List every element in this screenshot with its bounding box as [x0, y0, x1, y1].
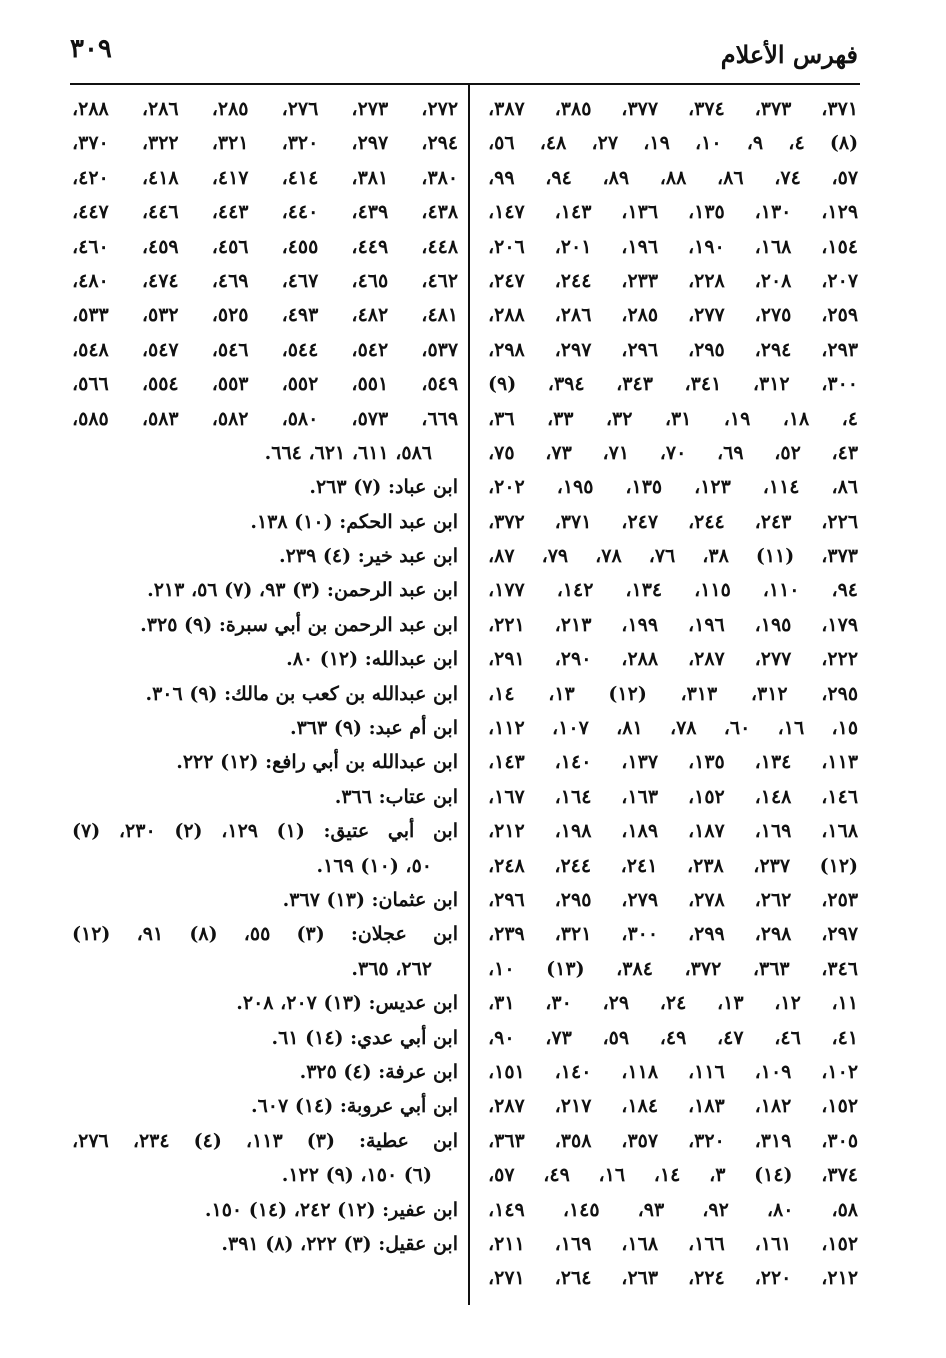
index-line: ابن عجلان: (٣) ٥٥، (٨) ٩١، (١٢) — [72, 923, 458, 946]
index-line: ٢٩٥، ٣١٢، ٣١٣، (١٢) ١٣، ١٤، — [488, 682, 858, 705]
index-line: ٢٩٧، ٢٩٨، ٢٩٩، ٣٠٠، ٣٢١، ٢٣٩، — [488, 923, 858, 946]
index-line: ١٢٩، ١٣٠، ١٣٥، ١٣٦، ١٤٣، ١٤٧، — [488, 201, 858, 224]
index-line: ٥٣٧، ٥٤٢، ٥٤٤، ٥٤٦، ٥٤٧، ٥٤٨، — [72, 338, 458, 361]
index-line: ١٤٦، ١٤٨، ١٥٢، ١٦٣، ١٦٤، ١٦٧، — [488, 785, 858, 808]
index-line: ٣٧٣، (١١) ٣٨، ٧٦، ٧٨، ٧٩، ٨٧، — [488, 545, 858, 568]
header-title: فهرس الأعلام — [720, 40, 858, 69]
index-line: ١٠٢، ١٠٩، ١١٦، ١١٨، ١٤٠، ١٥١، — [488, 1060, 858, 1083]
index-entry: ابن أم عبد: (٩) ٣٦٣. — [289, 717, 458, 740]
index-entry: ابن أبي عروبة: (١٤) ٦٠٧. — [250, 1095, 458, 1118]
index-line: ٢١٢، ٢٢٠، ٢٢٤، ٢٦٣، ٢٦٤، ٢٧١، — [488, 1267, 858, 1290]
index-line: ٨٦، ١١٤، ١٢٣، ١٣٥، ١٩٥، ٢٠٢، — [488, 476, 858, 499]
index-line: ٢٥٩، ٢٧٥، ٢٧٧، ٢٨٥، ٢٨٦، ٢٨٨، — [488, 304, 858, 327]
index-line: (٦) ١٥٠، (٩) ١٢٢. — [281, 1164, 432, 1187]
right-column — [488, 92, 858, 1296]
index-line: ٤٨١، ٤٨٢، ٤٩٣، ٥٢٥، ٥٣٢، ٥٣٣، — [72, 304, 458, 327]
index-line: ١٧٩، ١٩٥، ١٩٦، ١٩٩، ٢١٣، ٢٢١، — [488, 613, 858, 636]
index-line: ٢٩٣، ٢٩٤، ٢٩٥، ٢٩٦، ٢٩٧، ٢٩٨، — [488, 338, 858, 361]
index-line: ١٥، ١٦، ٦٠، ٧٨، ٨١، ١٠٧، ١١٢، — [488, 717, 858, 740]
index-line: ٥٠، (١٠) ١٦٩. — [316, 854, 432, 877]
index-entry: ابن عبد خير: (٤) ٢٣٩. — [279, 545, 458, 568]
index-entry: ابن عديس: (١٣) ٢٠٧، ٢٠٨. — [236, 992, 458, 1015]
index-line: ١٦٨، ١٦٩، ١٨٧، ١٨٩، ١٩٨، ٢١٢، — [488, 820, 858, 843]
index-entry: ابن عبدالله بن أبي رافع: (١٢) ٢٢٢. — [176, 751, 458, 774]
index-line: ٥٨، ٨٠، ٩٢، ٩٣، ١٤٥، ١٤٩، — [488, 1198, 858, 1221]
index-line: ٤٣، ٥٢، ٦٩، ٧٠، ٧١، ٧٣، ٧٥، — [488, 441, 858, 464]
header-rule — [70, 83, 860, 85]
index-line: ٣٨٠، ٣٨١، ٤١٤، ٤١٧، ٤١٨، ٤٢٠، — [72, 166, 458, 189]
index-line: ١١، ١٢، ١٣، ٢٤، ٢٩، ٣٠، ٣١، — [488, 992, 858, 1015]
index-line: ٦٦٩، ٥٧٣، ٥٨٠، ٥٨٢، ٥٨٣، ٥٨٥، — [72, 407, 458, 430]
index-line: ٥٧، ٧٤، ٨٦، ٨٨، ٨٩، ٩٤، ٩٩، — [488, 166, 858, 189]
index-line: ٤٤٨، ٤٤٩، ٤٥٥، ٤٥٦، ٤٥٩، ٤٦٠، — [72, 235, 458, 258]
index-line: ٥٤٩، ٥٥١، ٥٥٢، ٥٥٣، ٥٥٤، ٥٦٦، — [72, 373, 458, 396]
index-line: ٢٠٧، ٢٠٨، ٢٢٨، ٢٣٣، ٢٤٤، ٢٤٧، — [488, 269, 858, 292]
index-line: ٥٨٦، ٦١١، ٦٢١، ٦٦٤. — [264, 441, 432, 464]
index-entry: ابن عتاب: ٣٦٦. — [334, 785, 458, 808]
index-entry: ابن عفير: (١٢) ٢٤٢، (١٤) ١٥٠. — [204, 1198, 458, 1221]
left-column — [72, 92, 458, 1261]
index-entry: ابن عبد الرحمن: (٣) ٩٣، (٧) ٥٦، ٢١٣. — [147, 579, 458, 602]
index-line: (٨) ٤، ٩، ١٠، ١٩، ٢٧، ٤٨، ٥٦، — [488, 132, 858, 155]
index-line: ١٥٤، ١٦٨، ١٩٠، ١٩٦، ٢٠١، ٢٠٦، — [488, 235, 858, 258]
index-line: ٣٠٥، ٣١٩، ٣٢٠، ٣٥٧، ٣٥٨، ٣٦٣، — [488, 1129, 858, 1152]
index-line: ٢٩٤، ٢٩٧، ٣٢٠، ٣٢١، ٣٢٢، ٣٧٠، — [72, 132, 458, 155]
index-line: ١١٣، ١٣٤، ١٣٥، ١٣٧، ١٤٠، ١٤٣، — [488, 751, 858, 774]
index-line: ٣٧٤، (١٤) ٣، ١٤، ١٦، ٤٩، ٥٧، — [488, 1164, 858, 1187]
page-header — [70, 28, 858, 78]
index-line: ٢٢٢، ٢٧٧، ٢٨٧، ٢٨٨، ٢٩٠، ٢٩١، — [488, 648, 858, 671]
index-entry: ابن عبد الحكم: (١٠) ١٣٨. — [250, 510, 458, 533]
index-entry: ابن عبدالله بن كعب بن مالك: (٩) ٣٠٦. — [145, 682, 458, 705]
index-line: ٤٣٨، ٤٣٩، ٤٤٠، ٤٤٣، ٤٤٦، ٤٤٧، — [72, 201, 458, 224]
page-number: ٣٠٩ — [70, 34, 112, 64]
index-line: ٢٢٦، ٢٤٣، ٢٤٤، ٢٤٧، ٣٧١، ٣٧٢، — [488, 510, 858, 533]
index-entry: ابن عثمان: (١٣) ٣٦٧. — [282, 888, 458, 911]
index-line: ١٥٢، ١٦١، ١٦٦، ١٦٨، ١٦٩، ٢١١، — [488, 1232, 858, 1255]
index-line: ابن أبي عتيق: (١) ١٢٩، (٢) ٢٣٠، (٧) — [72, 820, 458, 843]
index-line: (١٢) ٢٣٧، ٢٣٨، ٢٤١، ٢٤٤، ٢٤٨، — [488, 854, 858, 877]
index-line: ٣٧١، ٣٧٣، ٣٧٤، ٣٧٧، ٣٨٥، ٣٨٧، — [488, 98, 858, 120]
column-divider — [468, 85, 470, 1305]
index-line: ١٥٢، ١٨٢، ١٨٣، ١٨٤، ٢١٧، ٢٨٧، — [488, 1095, 858, 1118]
index-entry: ابن أبي عدي: (١٤) ٦١. — [271, 1026, 458, 1049]
index-line: ٣٠٠، ٣١٢، ٣٤١، ٣٤٣، ٣٩٤، (٩) — [488, 373, 858, 396]
index-line: ٢٥٣، ٢٦٢، ٢٧٨، ٢٧٩، ٢٩٥، ٢٩٦، — [488, 888, 858, 911]
index-line: ٤١، ٤٦، ٤٧، ٤٩، ٥٩، ٧٣، ٩٠، — [488, 1026, 858, 1049]
index-entry: ابن عباد: (٧) ٢٦٣. — [309, 476, 458, 499]
index-line: ابن عطية: (٣) ١١٣، (٤) ٢٣٤، ٢٧٦، — [72, 1129, 458, 1152]
index-line: ٣٤٦، ٣٦٣، ٣٧٢، ٣٨٤، (١٣) ١٠، — [488, 957, 858, 980]
index-line: ٢٦٢، ٣٦٥. — [351, 957, 432, 980]
index-entry: ابن عرفة: (٤) ٣٢٥. — [299, 1060, 458, 1083]
index-entry: ابن عبدالله: (١٢) ٨٠. — [286, 648, 458, 671]
index-line: ٤، ١٨، ١٩، ٣١، ٣٢، ٣٣، ٣٦، — [488, 407, 858, 430]
index-line: ٢٧٢، ٢٧٣، ٢٧٦، ٢٨٥، ٢٨٦، ٢٨٨، — [72, 98, 458, 120]
index-line: ٤٦٢، ٤٦٥، ٤٦٧، ٤٦٩، ٤٧٤، ٤٨٠، — [72, 269, 458, 292]
index-line: ٩٤، ١١٠، ١١٥، ١٣٤، ١٤٢، ١٧٧، — [488, 579, 858, 602]
index-entry: ابن عبد الرحمن بن أبي سبرة: (٩) ٣٢٥. — [140, 613, 458, 636]
index-entry: ابن عقيل: (٣) ٢٢٢، (٨) ٣٩١. — [221, 1232, 458, 1255]
